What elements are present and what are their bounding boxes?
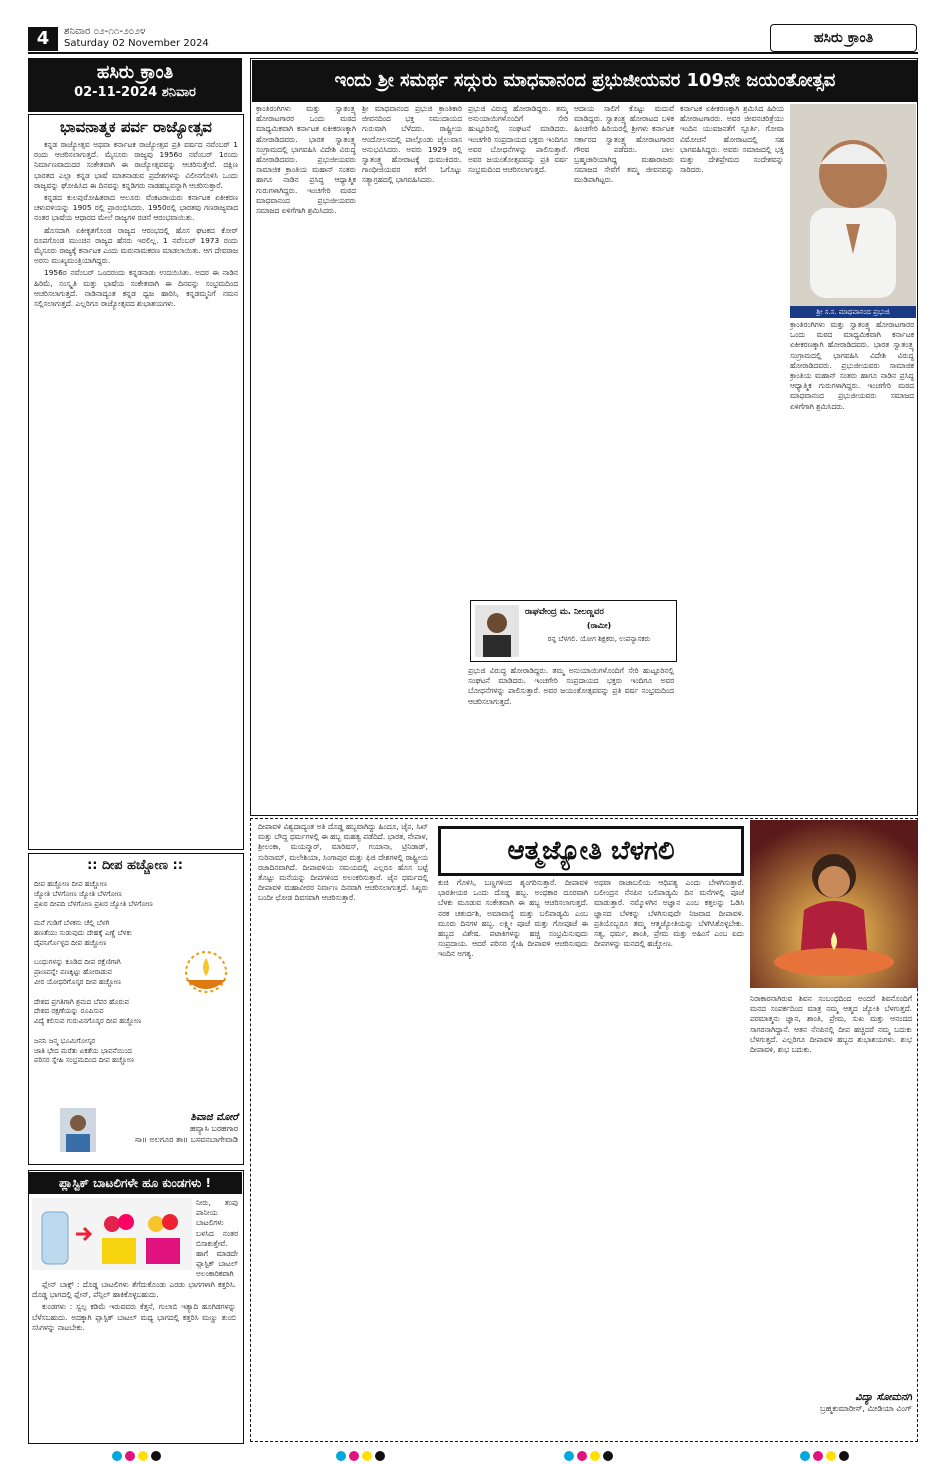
- plastic-paragraph: ಪ್ಲೇನ್ ಬಾಕ್ಸ್ : ದೊಡ್ಡ ಬಾಟಲಿಗಳು ತೆಗೆದುಕೊಂಡು ಎರಡು ಭಾಗಗಳಾಗಿ ಕತ್ತರಿಸಿ. ದೊಡ್ಡ ಭಾಗದಲ್ಲಿ ಪ್ಲೇನ್, ಪೆನ್ಸಿಲ್ ಹಾಕಿಕೊಳ್ಳಬಹುದು.: [32, 1280, 236, 1300]
- masthead-date: 02-11-2024 ಶನಿವಾರ: [74, 85, 196, 100]
- diya-icon: [180, 950, 232, 1000]
- poem-line: ಪರಿಸರ ಸ್ನೇಹಿ ಸಂಭ್ರಮದಿಂದ ದೀಪ ಹಚ್ಚೋಣ: [34, 1056, 135, 1065]
- plastic-body: [32, 1280, 236, 1438]
- poem-author-role: ಹವ್ಯಾಸಿ ಬರಹಗಾರ: [190, 1124, 238, 1133]
- editorial-paragraph: ಕನ್ನಡ ರಾಜ್ಯೋತ್ಸವ ಅಥವಾ ಕರ್ನಾಟಕ ರಾಜ್ಯೋತ್ಸವ ಪ್ರತಿ ವರ್ಷದ ನವೆಂಬರ್ 1 ರಂದು ಆಚರಿಸಲಾಗುತ್ತದೆ. ಮೈಸೂರು ರಾಜ್ಯವು 1956ರ ನವೆಂಬರ್ 1ರಂದು ನಿರ್ಮಾಣವಾದುದರ ಸಂಕೇತವಾಗಿ ಈ ರಾಜ್ಯೋತ್ಸವವನ್ನು ಆಚರಿಸುತ್ತೇವೆ. ದಕ್ಷಿಣ ಭಾರತದ ಎಲ್ಲಾ ಕನ್ನಡ ಭಾಷೆ ಮಾತನಾಡುವ ಪ್ರದೇಶಗಳನ್ನು ವಿಲೀನಗೊಳಿಸಿ ಒಂದು ರಾಜ್ಯವನ್ನು ಘೋಷಿಸಿದ ಈ ದಿನವನ್ನು ಕನ್ನಡಿಗರು ನಾಡಹಬ್ಬವನ್ನಾಗಿ ಆಚರಿಸುತ್ತಾರೆ.: [34, 140, 238, 190]
- poem-line: ಜ್ಯೋತಿ ಬೆಳಗೋಣ ಜ್ಯೋತಿ ಬೆಳಗೋಣ: [34, 889, 122, 898]
- cyan-dot: [336, 1451, 346, 1461]
- editorial-title: ಭಾವನಾತ್ಮಕ ಪರ್ವ ರಾಜ್ಯೋತ್ಸವ: [60, 118, 212, 136]
- poem-line: ದೇಶದ ಪ್ರಗತಿಗಾಗಿ ಶ್ರಮದ ಬೆವರ ಹೊರುವ: [34, 997, 130, 1006]
- atma-col-3: ಅಥವಾ ರಾಜಾಬಲಿಯ ಆಧಿಪತ್ಯ ಎಂದು ಬೇಳಗಿಸುತ್ತಾರೆ. ಬಲೀಂದ್ರನ ನೆನಪಿನ ಬಲಿಪಾಡ್ಯಮಿ ದಿನ ಮನೆಗಳಲ್ಲಿ ಪೂಜೆ ಮಾಡುತ್ತಾರೆ. ನಮ್ಮೊಳಗಿನ ಅಜ್ಞಾನ ಎಂಬ ಕತ್ತಲನ್ನು ಓಡಿಸಿ ಜ್ಞಾನದ ಬೆಳಕನ್ನು ಬೆಳಗಿಸುವುದೇ ನಿಜವಾದ ದೀಪಾವಳಿ. ಪ್ರತಿಯೊಬ್ಬರೂ ತಮ್ಮ ಆತ್ಮಜ್ಯೋತಿಯನ್ನು ಬೆಳಗಿಸಿಕೊಳ್ಳಬೇಕು. ಸತ್ಯ, ಧರ್ಮ, ಶಾಂತಿ, ಪ್ರೇಮ ಮತ್ತು ಅಹಿಂಸೆ ಎಂಬ ಐದು ದೀಪಗಳನ್ನು ಮನದಲ್ಲಿ ಹಚ್ಚೋಣ.: [594, 878, 744, 949]
- main-author-role: ರನ್ನ ಬೆಳಗಲಿ. ಯೋಗ ಶಿಕ್ಷಕರು, ಉಪನ್ಯಾಸಕರು: [547, 635, 651, 643]
- main-author-name: ರಾಘವೇಂದ್ರ ಮ. ನೀಲಣ್ಣವರ: [525, 607, 604, 617]
- poem-author-photo: [60, 1108, 96, 1152]
- atma-col-4: ನಿರಾಕಾರನಾಗಿರುವ ಶಿವನ ಸಂಬಂಧದಿಂದ ಅಂದರೆ ಶಿವನೊಂದಿಗೆ ಮನದ ಸಂಪರ್ಕದಿಂದ ಮಾತ್ರ ನಮ್ಮ ಆತ್ಮದ ಜ್ಯೋತಿ ಬೆಳಗುತ್ತದೆ. ಪರಮಾತ್ಮನು ಜ್ಞಾನ, ಶಾಂತಿ, ಪ್ರೇಮ, ಸುಖ ಮತ್ತು ಆನಂದದ ಸಾಗರನಾಗಿದ್ದಾನೆ. ಆತನ ನೆನಪಿನಲ್ಲಿ ದೀಪ ಹಚ್ಚಿದರೆ ನಮ್ಮ ಬದುಕು ಬೆಳಗುತ್ತದೆ. ಎಲ್ಲರಿಗೂ ದೀಪಾವಳಿ ಹಬ್ಬದ ಶುಭಾಶಯಗಳು. ಶುಭ ದೀಪಾವಳಿ, ಶುಭ ಬದುಕು.: [750, 994, 912, 1055]
- registration-marks-4: [800, 1446, 852, 1465]
- poem-line: ಮನೆ ಗುಡಿಗೆ ಬೆಳಕನು ಚೆಲ್ಲಿ ಬೆಳಗಿ: [34, 919, 110, 928]
- atma-title: ಆತ್ಮಜ್ಯೋತಿ ಬೆಳಗಲಿ: [438, 826, 744, 876]
- poem-line: ಜನನಿ ಜನ್ಮ ಭೂಮಿಗೋಸ್ಕರ: [34, 1036, 96, 1045]
- editorial-body: [34, 140, 238, 840]
- main-author-alias: (ರಾಮೀ): [586, 621, 612, 630]
- main-author-card: [470, 600, 677, 662]
- date-english: Saturday 02 November 2024: [64, 38, 209, 49]
- poem-title: :: ದೀಪ ಹಚ್ಚೋಣ ::: [87, 858, 183, 873]
- poem-line: [34, 909, 234, 919]
- main-col-3: ಪ್ರಭುಜಿ ವಿರುದ್ಧ ಹೋರಾಡಿದ್ದರು. ತಮ್ಮ ಅನುಯಾಯಿಗಳೊಂದಿಗೆ ಸೇರಿ ಹುಟ್ಟೂರಿನಲ್ಲಿ ಸಂಘಟನೆ ಮಾಡಿದರು. ಇಂಚಗೇರಿ ಸಂಪ್ರದಾಯದ ಭಕ್ತರು ಇಂದಿಗೂ ಅವರ ಬೋಧನೆಗಳನ್ನು ಪಾಲಿಸುತ್ತಾರೆ. ಅವರ ಜಯಂತೋತ್ಸವವನ್ನು ಪ್ರತಿ ವರ್ಷ ಸಂಭ್ರಮದಿಂದ ಆಚರಿಸಲಾಗುತ್ತದೆ.: [468, 104, 568, 175]
- poem-line: ಹಣತೆಯು ಸುಡುವುದು ದೇಹಕ್ಕೆ ಎಣ್ಣೆ ಬೆಳಕು: [34, 928, 132, 937]
- magenta-dot: [577, 1451, 587, 1461]
- cyan-dot: [112, 1451, 122, 1461]
- header-date: [64, 26, 209, 50]
- plastic-title: ಪ್ಲಾಸ್ಟಿಕ್ ಬಾಟಲಿಗಳೇ ಹೂ ಕುಂಡಗಳು !: [28, 1172, 242, 1194]
- yellow-dot: [362, 1451, 372, 1461]
- plastic-intro: ನೀರು, ತಂಪು ಪಾನೀಯ ಬಾಟಲಿಗಳು ಬಳಸಿದ ನಂತರ ಬಿಸಾಕುತ್ತೇವೆ. ಹಾಗೆ ಮಾಡದೇ ಪ್ಲಾಸ್ಟಿಕ್ ಬಾಟಲ್ ಅಲಂಕಾರಿಕವಾಗಿ: [196, 1198, 238, 1278]
- masthead-title: ಹಸಿರು ಕ್ರಾಂತಿ: [96, 62, 174, 83]
- yellow-dot: [590, 1451, 600, 1461]
- registration-marks-3: [564, 1446, 616, 1465]
- black-dot: [839, 1451, 849, 1461]
- editorial-paragraph: ಹೊಸದಾಗಿ ಏಕೀಕೃತಗೊಂಡ ರಾಜ್ಯದ ಆರಂಭದಲ್ಲಿ ಹೊಸ ಘಟಕದ ಕೋರ್ ರೂಪಗೊಂಡ ಮುಂಚಿನ ರಾಜ್ಯದ ಹೆಸರು ಇರಲಿಲ್ಲ. 1 ನವೆಂಬರ್ 1973 ರಂದು ಮೈಸೂರು ರಾಜ್ಯಕ್ಕೆ ಕರ್ನಾಟಕ ಎಂದು ಮರುನಾಮಕರಣ ಮಾಡಲಾಯಿತು. ಆಗ ದೇವರಾಜ ಅರಸು ಮುಖ್ಯಮಂತ್ರಿಯಾಗಿದ್ದರು.: [34, 225, 238, 266]
- magenta-dot: [349, 1451, 359, 1461]
- header-brand: ಹಸಿರು ಕ್ರಾಂತಿ: [770, 24, 917, 52]
- black-dot: [151, 1451, 161, 1461]
- poem-line: ಜಾತಿ ಭೇದ ಮರೆತು ಏಕತೆಯ ಭಾವನೆಯಿಂದ: [34, 1046, 132, 1055]
- poem-line: ದೇಶದ ರಕ್ಷಣೆಯನ್ನು ರೂಪಿಸುವ: [34, 1007, 104, 1016]
- main-col-5: ಕರ್ನಾಟಕ ಏಕೀಕರಣಕ್ಕಾಗಿ ಶ್ರಮಿಸಿದ ಹಿರಿಯ ಹೋರಾಟಗಾರರು. ಅವರ ಜೀವನಚರಿತ್ರೆಯು ಇಂದಿನ ಯುವಜನತೆಗೆ ಸ್ಫೂರ್ತಿ. ಗೋವಾ ವಿಮೋಚನೆ ಹೋರಾಟದಲ್ಲಿ ಸಹ ಭಾಗವಹಿಸಿದ್ದರು. ಅವರು ಸಮಾಜದಲ್ಲಿ ಭಕ್ತಿ ಮತ್ತು ದೇಶಪ್ರೇಮದ ಸಂದೇಶವನ್ನು ಸಾರಿದರು.: [680, 104, 784, 175]
- diwali-girl-illustration: [750, 820, 918, 988]
- atma-author: [750, 1392, 912, 1414]
- poem-author: [110, 1112, 238, 1145]
- poem-line: ದೀಪ ಹಚ್ಚೋಣ ದೀಪ ಹಚ್ಚೋಣ: [34, 880, 107, 888]
- main-col-4: ಆದಾಯ ಸಾಲಿಗೆ ಕೊಟ್ಟು ಮದುವೆ ಮಾಡಿದ್ದರು. ಸ್ವಾತಂತ್ರ್ಯ ಹೋರಾಟದ ಬಳಿಕ ಹಿಂಚಗೇರಿ ಹಿರಿಯರಲ್ಲಿ ಶ್ರೀಗಳು ಕರ್ನಾಟಕ ಸರ್ಕಾರದ ಸ್ವಾತಂತ್ರ್ಯ ಹೋರಾಟಗಾರರ ಗೌರವ ಪಡೆದರು. ಬಾಲ ಬ್ರಹ್ಮಚಾರಿಯಾಗಿದ್ದ ಮಹಾರಾಜರು ಸಮಾಜದ ಸೇವೆಗೆ ತಮ್ಮ ಜೀವನವನ್ನು ಮುಡಿಪಾಗಿಟ್ಟರು.: [574, 104, 674, 185]
- poem-author-name: ಶಿವಾಜಿ ಮೋರೆ: [190, 1112, 238, 1123]
- bottle-planter-illustration: [32, 1198, 192, 1270]
- poem-line: ವಿದ್ಯೆ ಕಲಿಸುವ ಗುರುವಿನಗೊಸ್ಕರ ದೀಪ ಹಚ್ಚೋಣ: [34, 1017, 142, 1026]
- poem-line: ಪ್ರಖರ ದೀಪದಿ ಬೆಳಗೋಣ ಪ್ರಖರ ಜ್ಯೋತಿ ಬೆಳಗೋಣ: [34, 899, 153, 908]
- poem-line: ಬಂಧುಗಳನ್ನು ಕೂಡಿದ ದೀಪ ರಕ್ಷೆಣಿಗಾಗಿ: [34, 958, 121, 967]
- main-author-photo: [475, 605, 519, 657]
- editorial-paragraph: 1956ರ ನವೆಂಬರ್ ಒಂದರಂದು ಕನ್ನಡನಾಡು ಉದಯಿಸಿತು. ಅದರ ಈ ನಾಡಿನ ಹಿರಿಮೆ, ಸಂಸ್ಕೃತಿ ಮತ್ತು ಭಾಷೆಯ ಸಂಕೇತವಾಗಿ ಈ ದಿನವನ್ನು ಸಂಭ್ರಮದಿಂದ ಆಚರಿಸಲಾಗುತ್ತದೆ. ನಾಡಿನಾದ್ಯಂತ ಕನ್ನಡ ಧ್ವಜ ಹಾರಿಸಿ, ಕನ್ನಡಮ್ಮನಿಗೆ ನಮನ ಸಲ್ಲಿಸಲಾಗುತ್ತದೆ. ಎಲ್ಲರಿಗೂ ರಾಜ್ಯೋತ್ಸವದ ಶುಭಾಶಯಗಳು.: [34, 268, 238, 309]
- yellow-dot: [826, 1451, 836, 1461]
- poem-line: [34, 1027, 234, 1037]
- atma-col-1: ದೀಪಾವಳಿ ವಿಶ್ವದಾದ್ಯಂತ ಅತಿ ದೊಡ್ಡ ಹಬ್ಬವಾಗಿದ್ದು ಹಿಂದೂ, ಜೈನ, ಸಿಖ್ ಮತ್ತು ಬೌದ್ಧ ಧರ್ಮಗಳಲ್ಲಿ ಈ ಹಬ್ಬ ಮಹತ್ವ ಪಡೆದಿದೆ. ಭಾರತ, ನೇಪಾಳ, ಶ್ರೀಲಂಕಾ, ಮಯನ್ಮಾರ್, ಮಾರಿಷಸ್, ಗಯಾನಾ, ಟ್ರಿನಿಡಾಡ್, ಸುರಿನಾಮ್, ಮಲೇಶಿಯಾ, ಸಿಂಗಾಪುರ ಮತ್ತು ಫಿಜಿ ದೇಶಗಳಲ್ಲಿ ರಾಷ್ಟ್ರೀಯ ರಜಾದಿನವಾಗಿದೆ. ದೀಪಾವಳಿಯ ಸಮಯದಲ್ಲಿ ಎಲ್ಲರೂ ಹೊಸ ಬಟ್ಟೆ ತೊಟ್ಟು ಮನೆಯನ್ನು ದೀಪಗಳಿಂದ ಅಲಂಕರಿಸುತ್ತಾರೆ. ಜೈನ ಧರ್ಮದಲ್ಲಿ ದೀಪಾವಳಿ ಮಹಾವೀರರ ನಿರ್ವಾಣ ದಿನವಾಗಿ ಆಚರಿಸಲಾಗುತ್ತದೆ. ಸಿಖ್ಖರು ಬಂದೀ ಛೋಡ ದಿವಸವಾಗಿ ಆಚರಿಸುತ್ತಾರೆ.: [258, 822, 428, 903]
- main-col-1: ಕ್ರಾಂತಿರಂಗಿಗಳು ಮತ್ತು ಸ್ವಾತಂತ್ರ್ಯ ಹೋರಾಟಗಾರರ ಒಂದು ಮಠದ ಮಾಧ್ಯಮಿಕವಾಗಿ ಕರ್ನಾಟಕ ಏಕೀಕರಣಕ್ಕಾಗಿ ಹೋರಾಡಿದವರು. ಭಾರತ ಸ್ವಾತಂತ್ರ್ಯ ಸಂಗ್ರಾಮದಲ್ಲಿ ಭಾಗವಹಿಸಿ ವಿದೇಶಿ ವಿರುದ್ಧ ಹೋರಾಡಿದವರು. ಪ್ರಭುಜೀಯವರು ಸಾಮಾಜಿಕ ಕ್ರಾಂತಿಯ ಮಹಾನ್ ಸಂತರು ಹಾಗೂ ನಾಡಿನ ಪ್ರಸಿದ್ಧ ಆಧ್ಯಾತ್ಮಿಕ ಗುರುಗಳಾಗಿದ್ದರು. ಇಂಚಗೇರಿ ಮಠದ ಮಾಧವಾನಂದ ಪ್ರಭುಜೀಯವರು ಸಮಾಜದ ಏಳಿಗೆಗಾಗಿ ಶ್ರಮಿಸಿದರು.: [256, 104, 356, 216]
- magenta-dot: [813, 1451, 823, 1461]
- prabhuji-caption: ಶ್ರೀ ಸ.ಸ. ಮಾಧವಾನಂದ ಪ್ರಭುಜಿ: [790, 306, 916, 318]
- atma-col-2: ಕುಚಿ ಗೊಳಿಸಿ, ಬಣ್ಣಗಳಿಂದ ಶೃಂಗರಿಸುತ್ತಾರೆ. ದೀಪಾವಳಿ ಭಾರತೀಯರ ಒಂದು ದೊಡ್ಡ ಹಬ್ಬ. ಅಂಧಕಾರ ದೂರವಾಗಿ ಬೆಳಕು ಮೂಡುವ ಸಂಕೇತವಾಗಿ ಈ ಹಬ್ಬ ಆಚರಿಸಲಾಗುತ್ತದೆ. ನರಕ ಚತುರ್ದಶಿ, ಅಮಾವಾಸ್ಯೆ ಮತ್ತು ಬಲಿಪಾಡ್ಯಮಿ ಎಂಬ ಮೂರು ದಿನಗಳ ಹಬ್ಬ. ಲಕ್ಷ್ಮೀ ಪೂಜೆ ಮತ್ತು ಗೋಪೂಜೆ ಈ ಹಬ್ಬದ ವಿಶೇಷ. ಪಟಾಕಿಗಳನ್ನು ಹಚ್ಚಿ ಸಂಭ್ರಮಿಸುವುದು ಸಂಪ್ರದಾಯ. ಆದರೆ ಪರಿಸರ ಸ್ನೇಹಿ ದೀಪಾವಳಿ ಆಚರಿಸುವುದು ಇಂದಿನ ಅಗತ್ಯ.: [438, 878, 588, 959]
- page-number: 4: [28, 27, 58, 51]
- prabhuji-photo: [790, 104, 916, 314]
- yellow-dot: [138, 1451, 148, 1461]
- main-article-banner: ಇಂದು ಶ್ರೀ ಸಮರ್ಥ ಸದ್ಗುರು ಮಾಧವಾನಂದ ಪ್ರಭುಜೀಯವರ 109ನೇ ಜಯಂತೋತ್ಸವ: [252, 60, 918, 102]
- cyan-dot: [564, 1451, 574, 1461]
- poem-line: ದೈವನಿರ್ಗೊಳ್ಳದ ದೀಪ ಹಚ್ಚೋಣ: [34, 938, 107, 947]
- magenta-dot: [125, 1451, 135, 1461]
- black-dot: [375, 1451, 385, 1461]
- registration-marks-2: [336, 1446, 388, 1465]
- poem-line: ವೀರ ಯೋಧರಿಗೊಸ್ಕರ ದೀಪ ಹಚ್ಚೋಣ: [34, 977, 121, 986]
- registration-marks-1: [112, 1446, 164, 1465]
- atma-author-name: ವಿದ್ಯಾ ಸೋಮನಗಿ: [855, 1392, 912, 1403]
- header-rule: [28, 52, 918, 54]
- poem-line: ಪ್ರಾಣವನ್ನೇ ಪಣಕ್ಕಿಟ್ಟು ಹೋರಾಡುವ: [34, 968, 112, 977]
- editorial-paragraph: ಕನ್ನಡದ ಕುಲಪುರೋಹಿತರಾದ ಆಲೂರು ವೆಂಕಟರಾಯರು ಕರ್ನಾಟಕ ಏಕೀಕರಣ ಚಳುವಳಿಯನ್ನು 1905 ರಲ್ಲಿ ಪ್ರಾರಂಭಿಸಿದರು. 1950ರಲ್ಲಿ ಭಾರತವು ಗಣರಾಜ್ಯವಾದ ನಂತರ ಭಾಷೆಯ ಆಧಾರದ ಮೇಲೆ ರಾಜ್ಯಗಳ ರಚನೆ ಆರಂಭವಾಯಿತು.: [34, 193, 238, 223]
- plastic-paragraph: ಕುಂಡಗಳು : ಸ್ವಲ್ಪ ಕಡಿಮೆ ಇರುವವರು ಕೆತ್ತನೆ, ಗುಲಾಬಿ ಇತ್ಯಾದಿ ಹೂಗಿಡಗಳನ್ನು ಬೆಳೆಸಬಹುದು. ಅದಕ್ಕಾಗಿ ಪ್ಲಾಸ್ಟಿಕ್ ಬಾಟಲ್ ಮಧ್ಯ ಭಾಗದಲ್ಲಿ ಕತ್ತರಿಸಿ ಮಣ್ಣು ತುಂಬಿ ಸಸಿಗಳನ್ನು ನಾಟಬೇಕು.: [32, 1302, 236, 1332]
- main-col-6: ಕ್ರಾಂತಿರಂಗಿಗಳು ಮತ್ತು ಸ್ವಾತಂತ್ರ್ಯ ಹೋರಾಟಗಾರರ ಒಂದು ಮಠದ ಮಾಧ್ಯಮಿಕವಾಗಿ ಕರ್ನಾಟಕ ಏಕೀಕರಣಕ್ಕಾಗಿ ಹೋರಾಡಿದವರು. ಭಾರತ ಸ್ವಾತಂತ್ರ್ಯ ಸಂಗ್ರಾಮದಲ್ಲಿ ಭಾಗವಹಿಸಿ ವಿದೇಶಿ ವಿರುದ್ಧ ಹೋರಾಡಿದವರು. ಪ್ರಭುಜೀಯವರು ಸಾಮಾಜಿಕ ಕ್ರಾಂತಿಯ ಮಹಾನ್ ಸಂತರು ಹಾಗೂ ನಾಡಿನ ಪ್ರಸಿದ್ಧ ಆಧ್ಯಾತ್ಮಿಕ ಗುರುಗಳಾಗಿದ್ದರು. ಇಂಚಗೇರಿ ಮಠದ ಮಾಧವಾನಂದ ಪ್ರಭುಜೀಯವರು ಸಮಾಜದ ಏಳಿಗೆಗಾಗಿ ಶ್ರಮಿಸಿದರು.: [790, 320, 914, 411]
- main-col-bottom: ಪ್ರಭುಜಿ ವಿರುದ್ಧ ಹೋರಾಡಿದ್ದರು. ತಮ್ಮ ಅನುಯಾಯಿಗಳೊಂದಿಗೆ ಸೇರಿ ಹುಟ್ಟೂರಿನಲ್ಲಿ ಸಂಘಟನೆ ಮಾಡಿದರು. ಇಂಚಗೇರಿ ಸಂಪ್ರದಾಯದ ಭಕ್ತರು ಇಂದಿಗೂ ಅವರ ಬೋಧನೆಗಳನ್ನು ಪಾಲಿಸುತ್ತಾರೆ. ಅವರ ಜಯಂತೋತ್ಸವವನ್ನು ಪ್ರತಿ ವರ್ಷ ಸಂಭ್ರಮದಿಂದ ಆಚರಿಸಲಾಗುತ್ತದೆ.: [468, 666, 674, 706]
- atma-author-role: ಬ್ರಹ್ಮಕುಮಾರೀಸ್, ಮೀಡಿಯಾ ವಿಂಗ್: [820, 1404, 912, 1413]
- masthead: [28, 58, 242, 112]
- cyan-dot: [800, 1451, 810, 1461]
- poem-author-place: ಸಾ॥ ಅಲಗೂರ ತಾ॥ ಬಸವನಬಾಗೇವಾಡಿ: [134, 1135, 238, 1144]
- main-col-2: ಶ್ರೀ ಮಾಧವಾನಂದ ಪ್ರಭುಜಿ ಕ್ರಾಂತಿಕಾರಿ ಜೀವನದಿಂದ ಭಕ್ತ ಸಮುದಾಯದ ಗುರುವಾಗಿ ಬೆಳೆದರು. ರಾಷ್ಟ್ರೀಯ ಆಂದೋಲನದಲ್ಲಿ ಪಾಲ್ಗೊಂಡು ಜೈಲುವಾಸ ಅನುಭವಿಸಿದರು. ಅವರು 1929 ರಲ್ಲಿ ಸ್ವಾತಂತ್ರ್ಯ ಹೋರಾಟಕ್ಕೆ ಧುಮುಕಿದರು. ಗಾಂಧೀಜಿಯವರ ಕರೆಗೆ ಓಗೊಟ್ಟು ಸತ್ಯಾಗ್ರಹದಲ್ಲಿ ಭಾಗವಹಿಸಿದರು.: [362, 104, 462, 185]
- black-dot: [603, 1451, 613, 1461]
- date-kannada: ಶನಿವಾರ ೦೨-೧೧-೨೦೨೪: [64, 26, 146, 37]
